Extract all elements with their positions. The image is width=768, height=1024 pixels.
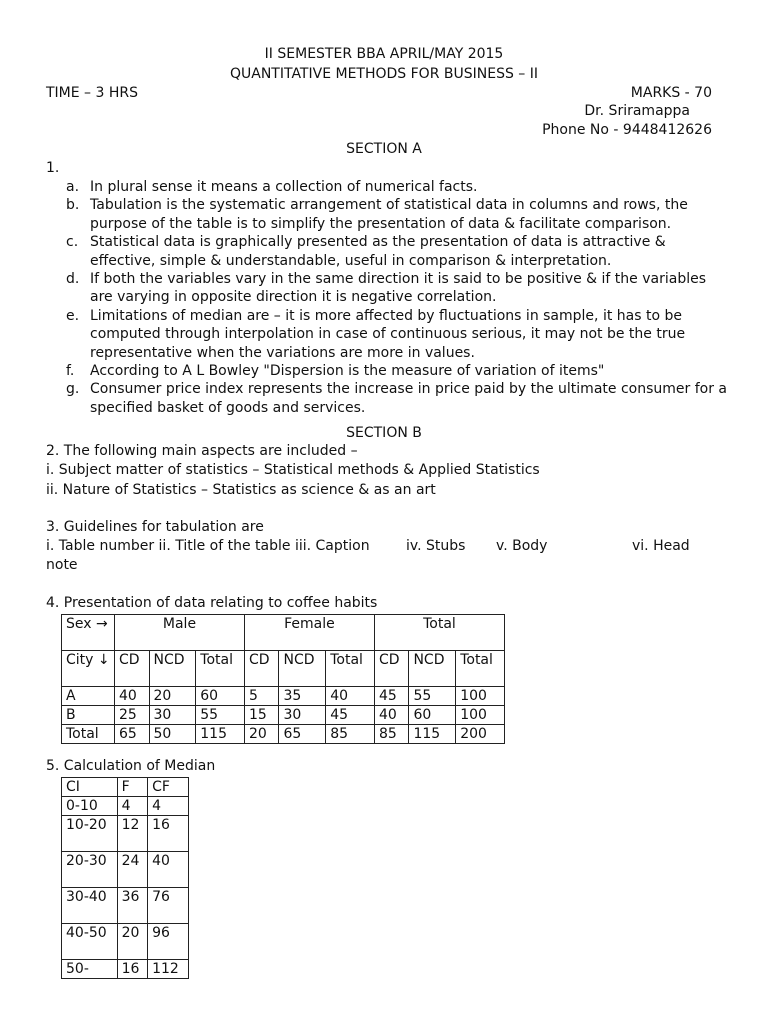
table-cell: 60 <box>409 706 456 725</box>
table-cell: 36 <box>117 888 147 924</box>
city-label-cell: City ↓ <box>62 651 115 687</box>
table-cell: 60 <box>196 687 245 706</box>
table-cell: 112 <box>148 960 189 979</box>
answer-item: e. Limitations of median are – it is more affected by fluctuations in sample, it has to be computed through interpolation in case of continuous serious, it may not be the true representative when the variations are more in values. <box>66 307 686 361</box>
header-marks: MARKS - 70 <box>630 85 712 101</box>
table-cell: 55 <box>409 687 456 706</box>
table-cell: 30 <box>279 706 326 725</box>
question-2-title: 2. The following main aspects are included – <box>46 443 358 459</box>
table-cell: 20 <box>149 687 196 706</box>
table-cell: 30 <box>149 706 196 725</box>
table-cell: 25 <box>115 706 150 725</box>
header-cell: CF <box>148 778 189 797</box>
coffee-habits-table <box>61 614 505 744</box>
median-table <box>61 777 189 979</box>
table-cell: 45 <box>326 706 375 725</box>
table-cell: 4 <box>117 797 147 816</box>
table-cell: 85 <box>374 725 409 744</box>
question-2-line-2: ii. Nature of Statistics – Statistics as science & as an art <box>46 482 436 498</box>
header-subject: QUANTITATIVE METHODS FOR BUSINESS – II <box>229 66 538 82</box>
table-cell: 50- <box>62 960 118 979</box>
table-cell: 45 <box>374 687 409 706</box>
table-cell: 40 <box>374 706 409 725</box>
answer-item: f. According to A L Bowley "Dispersion is the measure of variation of items" <box>66 363 605 380</box>
table-row <box>62 960 189 979</box>
table-row <box>62 706 505 725</box>
table-cell: 65 <box>115 725 150 744</box>
subhead-cell: Total <box>326 651 375 687</box>
table-row <box>62 687 505 706</box>
question-2-line-1: i. Subject matter of statistics – Statistical methods & Applied Statistics <box>46 462 540 478</box>
question-1-number: 1. <box>46 160 60 176</box>
table-cell: Total <box>62 725 115 744</box>
table-cell: 30-40 <box>62 888 118 924</box>
table-cell: B <box>62 706 115 725</box>
table-cell: 4 <box>148 797 189 816</box>
table-row <box>62 888 189 924</box>
group-total-header: Total <box>374 615 504 651</box>
table-cell: A <box>62 687 115 706</box>
question-3-items-1: i. Table number ii. Title of the table iii. Caption <box>46 538 370 554</box>
header-cell: F <box>117 778 147 797</box>
header-time: TIME – 3 HRS <box>46 85 139 101</box>
table-cell: 100 <box>456 706 505 725</box>
table-row <box>62 725 505 744</box>
subhead-cell: Total <box>456 651 505 687</box>
question-3-item-stubs: iv. Stubs <box>406 538 466 554</box>
table-row <box>62 615 505 651</box>
table-row <box>62 797 189 816</box>
subhead-cell: Total <box>196 651 245 687</box>
question-3-item-body: v. Body <box>496 538 548 554</box>
table-cell: 115 <box>409 725 456 744</box>
section-a-answer-list <box>44 178 768 417</box>
subhead-cell: CD <box>374 651 409 687</box>
question-3-title: 3. Guidelines for tabulation are <box>46 519 264 535</box>
table-cell: 16 <box>148 816 189 852</box>
table-cell: 50 <box>149 725 196 744</box>
table-cell: 40 <box>148 852 189 888</box>
table-cell: 85 <box>326 725 375 744</box>
subhead-cell: CD <box>115 651 150 687</box>
table-cell: 15 <box>244 706 279 725</box>
table-cell: 96 <box>148 924 189 960</box>
subhead-cell: CD <box>244 651 279 687</box>
table-row <box>62 778 189 797</box>
table-cell: 0-10 <box>62 797 118 816</box>
table-cell: 24 <box>117 852 147 888</box>
answer-item: b. Tabulation is the systematic arrangement of statistical data in columns and rows, the purpose of the table is to simplify the presentation of data & facilitate comparison. <box>66 197 688 232</box>
answer-item: g. Consumer price index represents the increase in price paid by the ultimate consumer for a specified basket of goods and services. <box>66 381 727 416</box>
subhead-cell: NCD <box>149 651 196 687</box>
header-cell: CI <box>62 778 118 797</box>
table-cell: 5 <box>244 687 279 706</box>
question-5-title: 5. Calculation of Median <box>46 758 216 774</box>
section-b-title: SECTION B <box>346 425 422 441</box>
table-cell: 20-30 <box>62 852 118 888</box>
table-cell: 20 <box>244 725 279 744</box>
question-3-item-head: vi. Head <box>632 538 690 554</box>
table-row <box>62 924 189 960</box>
subhead-cell: NCD <box>409 651 456 687</box>
section-a-title: SECTION A <box>346 141 422 157</box>
table-cell: 40 <box>326 687 375 706</box>
table-row <box>62 816 189 852</box>
group-male-header: Male <box>115 615 245 651</box>
subhead-cell: NCD <box>279 651 326 687</box>
table-cell: 20 <box>117 924 147 960</box>
header-semester: II SEMESTER BBA APRIL/MAY 2015 <box>264 46 504 62</box>
table-cell: 55 <box>196 706 245 725</box>
table-row <box>62 651 505 687</box>
question-4-title: 4. Presentation of data relating to coffee habits <box>46 595 378 611</box>
table-row <box>62 852 189 888</box>
table-cell: 65 <box>279 725 326 744</box>
group-female-header: Female <box>244 615 374 651</box>
header-author: Dr. Sriramappa <box>584 103 690 119</box>
table-cell: 76 <box>148 888 189 924</box>
table-cell: 40 <box>115 687 150 706</box>
answer-item: d. If both the variables vary in the same direction it is said to be positive & if the variables are varying in opposite direction it is negative correlation. <box>66 271 707 306</box>
table-cell: 40-50 <box>62 924 118 960</box>
table-cell: 100 <box>456 687 505 706</box>
table-cell: 35 <box>279 687 326 706</box>
answer-item: a. In plural sense it means a collection of numerical facts. <box>66 179 478 195</box>
table-cell: 16 <box>117 960 147 979</box>
sex-label-cell: Sex → <box>62 615 115 651</box>
table-cell: 12 <box>117 816 147 852</box>
header-phone: Phone No - 9448412626 <box>542 122 712 138</box>
answer-item: c. Statistical data is graphically presented as the presentation of data is attractive & effective, simple & understandable, useful in comparison & interpretation. <box>66 234 666 269</box>
table-cell: 200 <box>456 725 505 744</box>
question-3-wrap: note <box>46 557 78 573</box>
table-cell: 115 <box>196 725 245 744</box>
table-cell: 10-20 <box>62 816 118 852</box>
